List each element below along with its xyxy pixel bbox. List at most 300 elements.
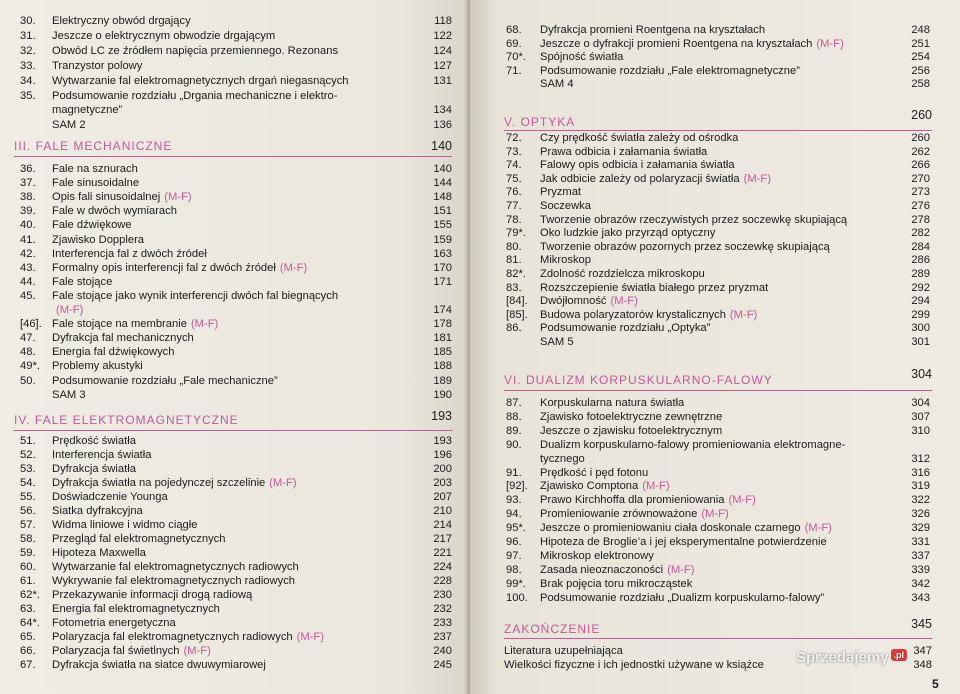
toc-entry (20, 346, 452, 359)
entry-page: 342 (911, 577, 930, 590)
entry-number: [84]. (506, 295, 528, 308)
mf-marker: (M-F) (642, 480, 670, 493)
entry-number: 51. (20, 435, 36, 447)
entry-number: 57. (20, 519, 36, 531)
entry-title-text: Podsumowanie rozdziału „Fale mechaniczne” (52, 374, 278, 387)
entry-number: 43. (20, 261, 36, 274)
entry-page: 136 (433, 119, 452, 132)
entry-title-text: Falowy opis odbicia i załamania światła (540, 159, 735, 172)
toc-entry (506, 508, 930, 521)
entry-title-text: Dyfrakcja światła (52, 463, 136, 475)
entry-title-text: Fotometria energetyczna (52, 617, 176, 629)
entry-title-text: Budowa polaryzatorów krystalicznych (540, 308, 726, 321)
entry-page: 343 (911, 591, 930, 604)
entry-page: 248 (911, 24, 930, 36)
toc-entry (506, 200, 930, 213)
entry-title-text: Interferencja fal z dwóch źródeł (52, 247, 207, 260)
entry-number: 88. (506, 410, 522, 423)
entry-title-text: Zjawisko fotoelektryczne zewnętrzne (540, 410, 723, 423)
entry-title-text: Fale stojące (52, 275, 113, 288)
entry-title-text: Energia fal dźwiękowych (52, 346, 175, 359)
toc-entry (506, 51, 930, 64)
entry-title (504, 645, 623, 658)
toc-entry (506, 522, 930, 535)
toc-entry (506, 309, 930, 322)
toc-entry (20, 631, 452, 644)
toc-entry (20, 276, 452, 289)
toc-entry (20, 332, 452, 345)
entry-number: 67. (20, 659, 36, 671)
entry-title-text: Mikroskop elektronowy (540, 549, 654, 562)
entry-page: 210 (433, 505, 452, 517)
entry-title-text: Korpuskularna natura światła (540, 397, 685, 409)
entry-title (52, 332, 194, 345)
entry-page: 230 (433, 589, 452, 601)
toc-entry (20, 659, 452, 672)
entry-title (52, 262, 307, 275)
entry-page: 312 (911, 452, 930, 465)
entry-page: 171 (433, 275, 452, 288)
toc-entry (20, 104, 452, 117)
entry-title-text: SAM 2 (52, 119, 86, 132)
toc-entry (506, 214, 930, 227)
entry-title (52, 645, 211, 658)
toc-entry (506, 78, 930, 91)
entry-title-text: Soczewka (540, 200, 591, 212)
entry-title (52, 163, 138, 176)
entry-number: 79*. (506, 227, 526, 240)
entry-number: 78. (506, 213, 522, 226)
entry-title-text: Siatka dyfrakcyjna (52, 505, 143, 517)
entry-title (52, 90, 337, 103)
entry-number: 61. (20, 575, 36, 587)
entry-number: 45. (20, 289, 36, 302)
entry-number: 55. (20, 491, 36, 503)
toc-entry (20, 533, 452, 546)
entry-number: 96. (506, 536, 522, 548)
entry-title (540, 254, 591, 267)
entry-number: 54. (20, 477, 36, 489)
entry-number: 34. (20, 74, 36, 87)
entry-page: 329 (911, 522, 930, 535)
entry-page: 262 (911, 145, 930, 158)
entry-title-text: Prędkość światła (52, 435, 136, 447)
entry-number: 70*. (506, 51, 526, 64)
section-page-iii: 140 (431, 139, 452, 153)
entry-page: 144 (433, 177, 452, 190)
entry-title (540, 578, 692, 591)
entry-number: 59. (20, 547, 36, 559)
entry-page: 134 (433, 104, 452, 117)
section-rule-zakonczenie (504, 638, 932, 639)
entry-title (540, 295, 638, 308)
entry-page: 319 (911, 480, 930, 493)
entry-title-text: Tranzystor polowy (52, 59, 143, 72)
entry-title (540, 38, 844, 51)
mf-marker: (M-F) (729, 308, 758, 321)
toc-entry (20, 505, 452, 518)
entry-title (52, 346, 175, 359)
entry-number: 98. (506, 563, 522, 576)
toc-entry (20, 234, 452, 247)
entry-page: 270 (911, 172, 930, 185)
watermark-badge: .pl (891, 649, 908, 661)
entry-title-text: Jeszcze o zjawisku fotoelektrycznym (540, 424, 723, 437)
toc-entry (506, 336, 930, 349)
entry-number: 52. (20, 449, 36, 461)
entry-title (52, 561, 299, 574)
entry-title (540, 467, 648, 480)
entry-page: 240 (433, 645, 452, 657)
entry-title-text: Wykrywanie fal elektromagnetycznych radiowych (52, 575, 296, 587)
entry-title-text: SAM 4 (540, 78, 574, 91)
entry-title (52, 375, 278, 388)
entry-page: 174 (433, 304, 452, 316)
entry-page: 170 (433, 261, 452, 274)
entry-title (52, 519, 198, 532)
mf-marker: (M-F) (816, 37, 844, 50)
entry-title (540, 132, 738, 145)
entry-title-text: Fale w dwóch wymiarach (52, 205, 177, 218)
toc-entry (506, 159, 930, 172)
entry-page: 276 (911, 200, 930, 212)
entry-page: 151 (433, 205, 452, 218)
entry-title-text: Promieniowanie zrównoważone (540, 508, 698, 521)
entry-number: 99*. (506, 577, 526, 590)
watermark-text: Sprzedajemy (796, 649, 889, 666)
entry-page: 286 (911, 254, 930, 267)
entry-title-text: Przegląd fal elektromagnetycznych (52, 533, 226, 545)
entry-page: 304 (911, 397, 930, 409)
toc-entry (20, 389, 452, 402)
mf-marker: (M-F) (743, 172, 771, 185)
entry-number: 56. (20, 505, 36, 517)
entry-number: 69. (506, 37, 522, 50)
entry-page: 159 (433, 233, 452, 246)
entry-number: 93. (506, 494, 522, 507)
entry-title-text: Fale na sznurach (52, 163, 138, 175)
entry-title-text: Dyfrakcja światła na pojedynczej szczelinie (52, 477, 266, 489)
entry-title-text: Podsumowanie rozdziału „Optyka” (540, 322, 711, 335)
entry-title (540, 282, 768, 295)
entry-page: 289 (911, 268, 930, 280)
entry-title-text: Formalny opis interferencji fal z dwóch źródeł (52, 261, 276, 274)
entry-page: 188 (433, 360, 452, 373)
entry-number: 35. (20, 89, 36, 102)
entry-title (540, 425, 722, 438)
entry-title-text: Energia fal elektromagnetycznych (52, 603, 220, 615)
entry-title (540, 309, 757, 322)
entry-page: 185 (433, 346, 452, 359)
entry-number: 37. (20, 177, 36, 190)
entry-title (540, 227, 715, 240)
entry-title (540, 65, 800, 78)
toc-entry (20, 60, 452, 73)
entry-page: 258 (911, 78, 930, 91)
entry-page: 266 (911, 159, 930, 172)
toc-entry (20, 645, 452, 658)
page-folio: 5 (932, 677, 939, 691)
section-title-v: V. OPTYKA (504, 115, 576, 129)
entry-title-text: Dyfrakcja fal mechanicznych (52, 332, 194, 345)
entry-title-text: Dwójłomność (540, 295, 607, 308)
entry-page: 155 (433, 219, 452, 232)
entry-title-text: Fale sinusoidalne (52, 177, 140, 190)
toc-entry (20, 119, 452, 132)
entry-number: 83. (506, 281, 522, 294)
entry-title (52, 659, 266, 672)
toc-entry (506, 397, 930, 410)
entry-page: 221 (433, 547, 452, 559)
entry-title (540, 522, 832, 535)
entry-number: 74. (506, 159, 522, 172)
entry-title-text: Oko ludzkie jako przyrząd optyczny (540, 227, 716, 240)
entry-title (540, 494, 756, 507)
entry-number: 42. (20, 247, 36, 260)
toc-entry (20, 30, 452, 43)
toc-entry (20, 15, 452, 28)
entry-title-text: Spójność światła (540, 51, 624, 64)
entry-page: 307 (911, 410, 930, 423)
entry-page: 124 (433, 44, 452, 57)
entry-title (540, 268, 705, 281)
toc-entry (20, 477, 452, 490)
toc-entry (20, 519, 452, 532)
section-page-zakonczenie: 345 (911, 617, 932, 631)
toc-entry (506, 227, 930, 240)
entry-page: 232 (433, 603, 452, 615)
entry-title (540, 173, 771, 186)
toc-entry (20, 205, 452, 218)
entry-title-text: SAM 3 (52, 388, 86, 401)
toc-entry (506, 592, 930, 605)
entry-title-text: Dyfrakcja światła na siatce dwuwymiarowej (52, 659, 266, 671)
entry-page: 203 (433, 477, 452, 489)
toc-entry (20, 603, 452, 616)
section-rule-v (504, 130, 932, 131)
mf-marker: (M-F) (610, 295, 638, 308)
toc-entry (506, 494, 930, 507)
entry-title-text: Elektryczny obwód drgający (52, 15, 191, 27)
entry-title (540, 336, 574, 349)
section-title-vi: VI. DUALIZM KORPUSKULARNO-FALOWY (504, 373, 773, 387)
entry-title-text: Hipoteza de Broglie’a i jej eksperymentalne potwierdzenie (540, 536, 827, 548)
mf-marker: (M-F) (183, 645, 211, 657)
entry-title-text: Dualizm korpuskularno-falowy promieniowania elektromagne- (540, 438, 846, 451)
toc-entry (506, 439, 930, 452)
toc-entry (20, 163, 452, 176)
entry-number: 90. (506, 438, 522, 451)
entry-page: 118 (434, 15, 452, 27)
entry-number: 76. (506, 186, 522, 199)
entry-title-text: Prawo Kirchhoffa dla promieniowania (540, 494, 725, 507)
mf-marker: (M-F) (728, 494, 756, 507)
section-rule-iii (14, 156, 452, 157)
entry-title-text: Widma liniowe i widmo ciągłe (52, 519, 198, 531)
toc-entry (506, 254, 930, 267)
entry-number: 40. (20, 219, 36, 232)
entry-page: 189 (433, 374, 452, 387)
entry-number: 66. (20, 645, 36, 657)
entry-title (540, 592, 824, 605)
entry-title (540, 186, 581, 199)
entry-number: 68. (506, 24, 522, 36)
mf-marker: (M-F) (279, 261, 308, 274)
entry-title-text: Zasada nieoznaczoności (540, 563, 664, 576)
entry-title (52, 463, 136, 476)
toc-entry (20, 304, 452, 317)
entry-page: 181 (433, 332, 452, 345)
entry-number: 32. (20, 44, 36, 57)
toc-entry (20, 45, 452, 58)
entry-title-text: Fale dźwiękowe (52, 219, 132, 232)
toc-entry (20, 449, 452, 462)
section-rule-iv (14, 430, 452, 431)
entry-page: 127 (433, 59, 452, 72)
entry-page: 254 (911, 51, 930, 64)
entry-title (52, 617, 176, 630)
entry-page: 233 (433, 617, 452, 629)
entry-title-text: Zdolność rozdzielcza mikroskopu (540, 268, 705, 280)
entry-page: 282 (911, 227, 930, 240)
entry-page: 163 (433, 247, 452, 260)
entry-number: 100. (506, 591, 528, 604)
entry-number: 73. (506, 145, 522, 158)
entry-title (52, 15, 191, 28)
entry-page: 292 (911, 281, 930, 294)
entry-page: 217 (433, 533, 452, 545)
toc-entry (506, 453, 930, 466)
entry-title-text: Fale stojące jako wynik interferencji dwóch fal biegnących (52, 289, 339, 302)
entry-page: 178 (433, 318, 452, 331)
entry-title (52, 276, 112, 289)
entry-title (540, 241, 830, 254)
section-title-iii: III. FALE MECHANICZNE (14, 139, 173, 153)
entry-page: 214 (433, 519, 452, 531)
entry-title (52, 547, 146, 560)
watermark (796, 649, 907, 666)
entry-title-text: Wytwarzanie fal elektromagnetycznych radiowych (52, 561, 299, 573)
entry-number: [85]. (506, 308, 528, 321)
entry-title (52, 360, 143, 373)
entry-title-text: Polaryzacja fal elektromagnetycznych radiowych (52, 631, 293, 643)
toc-entry (506, 173, 930, 186)
entry-page: 273 (911, 186, 930, 199)
entry-number: 36. (20, 163, 36, 175)
section-page-iv: 193 (431, 409, 452, 423)
entry-page: 256 (911, 64, 930, 77)
entry-number: 47. (20, 332, 36, 345)
entry-title-text: Pryzmat (540, 186, 582, 199)
entry-title (540, 24, 765, 37)
entry-page: 148 (433, 191, 452, 204)
toc-entry (20, 435, 452, 448)
entry-title-text: Podsumowanie rozdziału „Fale elektromagnetyczne” (540, 64, 800, 77)
entry-page: 122 (433, 29, 452, 42)
mf-marker: (M-F) (667, 563, 695, 576)
entry-page: 300 (911, 322, 930, 335)
entry-title-text: Fale stojące na membranie (52, 318, 187, 331)
entry-page: 322 (911, 494, 930, 507)
entry-page: 347 (913, 645, 932, 657)
toc-entry (506, 282, 930, 295)
toc-entry (506, 132, 930, 145)
toc-entry (20, 575, 452, 588)
entry-number: 53. (20, 463, 36, 475)
entry-title-text: Wielkości fizyczne i ich jednostki używane w książce (504, 658, 764, 671)
mf-marker: (M-F) (190, 318, 219, 331)
toc-entry (506, 480, 930, 493)
entry-number: 81. (506, 254, 522, 267)
entry-title (52, 219, 132, 232)
entry-number: 58. (20, 533, 36, 545)
toc-entry (20, 318, 452, 331)
entry-title-text: Przekazywanie informacji drogą radiową (52, 589, 253, 601)
toc-entry (506, 322, 930, 335)
toc-entry (506, 578, 930, 591)
entry-number: 71. (506, 64, 522, 77)
toc-entry (20, 375, 452, 388)
entry-number: 38. (20, 191, 36, 204)
toc-entry (20, 75, 452, 88)
entry-title (52, 290, 338, 303)
entry-number: 44. (20, 275, 36, 288)
entry-page: 245 (433, 659, 452, 671)
entry-title (52, 304, 83, 317)
entry-title-text: Brak pojęcia toru mikrocząstek (540, 577, 693, 590)
entry-page: 331 (911, 536, 930, 548)
entry-title (52, 60, 142, 73)
toc-entry (506, 24, 930, 37)
toc-entry (20, 191, 452, 204)
entry-number: 72. (506, 132, 522, 144)
entry-title (540, 536, 827, 549)
entry-title-text: Jeszcze o elektrycznym obwodzie drgającym (52, 29, 276, 42)
entry-title-text: Hipoteza Maxwella (52, 547, 146, 559)
entry-title-text: Jeszcze o promieniowaniu ciała doskonale czarnego (540, 522, 801, 535)
toc-entry (20, 463, 452, 476)
entry-page: 326 (911, 508, 930, 521)
section-rule-vi (504, 390, 932, 391)
entry-number: 39. (20, 205, 36, 218)
entry-title-text: magnetyczne” (52, 104, 123, 117)
entry-title (52, 533, 226, 546)
entry-number: 41. (20, 233, 36, 246)
entry-title (52, 191, 192, 204)
entry-title-text: SAM 5 (540, 336, 574, 348)
entry-number: 30. (20, 15, 36, 27)
entry-page: 339 (911, 563, 930, 576)
toc-entry (506, 38, 930, 51)
entry-number: 94. (506, 508, 522, 521)
entry-page: 260 (911, 132, 930, 144)
entry-title (52, 589, 252, 602)
entry-page: 251 (911, 37, 930, 50)
entry-page: 316 (911, 466, 930, 479)
entry-title (540, 200, 591, 213)
entry-title-text: Jak odbicie zależy od polaryzacji światła (540, 172, 740, 185)
entry-number: 75. (506, 172, 522, 185)
entry-title (52, 318, 218, 331)
entry-title (52, 104, 122, 117)
entry-number: 87. (506, 397, 522, 409)
entry-title-text: Interferencja światła (52, 449, 152, 461)
entry-title (52, 205, 177, 218)
entry-title (52, 505, 143, 518)
toc-entry (20, 360, 452, 373)
entry-number: 33. (20, 59, 36, 72)
section-title-iv: IV. FALE ELEKTROMAGNETYCZNE (14, 413, 239, 427)
